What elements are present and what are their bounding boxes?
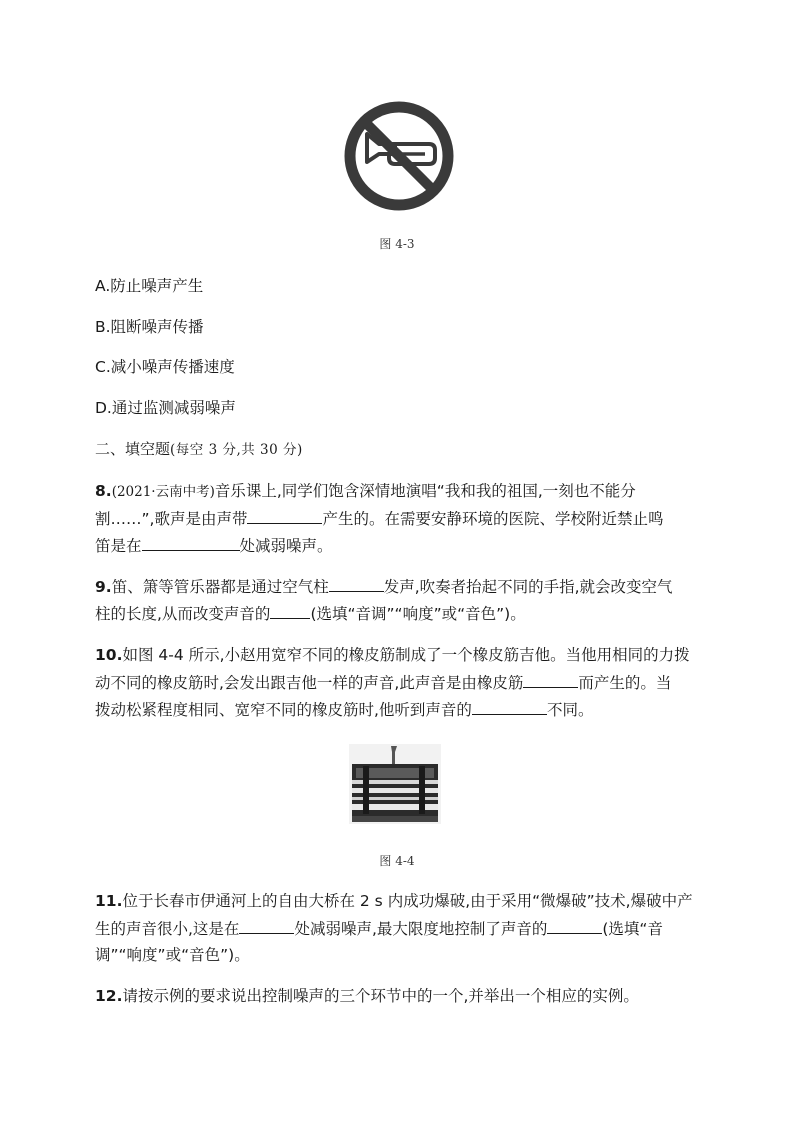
question-text: 如图 4-4 所示,小赵用宽窄不同的橡皮筋制成了一个橡皮筋吉他。当他用相同的力拨 [122,646,690,664]
answer-blank[interactable] [329,576,384,592]
answer-blank[interactable] [523,672,578,688]
question-8-line-3 [95,535,333,556]
question-11-line-1 [95,891,693,911]
question-8-line-1 [95,481,636,502]
answer-blank[interactable] [142,535,240,551]
option-a: A.防止噪声产生 [95,277,204,295]
question-11-line-3 [95,945,250,965]
question-text: 发声,吹奏者抬起不同的手指,就会改变空气 [383,578,673,596]
question-text: 笛、箫等管乐器都是通过空气柱 [111,578,329,596]
question-text: 处减弱噪声,最大限度地控制了声音的 [294,920,548,938]
question-9-line-1 [95,576,673,597]
question-10-line-2 [95,672,671,693]
figure-caption: 图 4-3 [379,237,415,251]
figure-caption: 图 4-4 [379,854,415,868]
section-points: (每空 3 分,共 30 分) [170,442,303,458]
question-12-line-1 [95,986,639,1006]
question-text: 动不同的橡皮筋时,会发出跟吉他一样的声音,此声音是由橡皮筋 [95,674,524,692]
question-number: 12. [95,987,123,1005]
option-b: B.阻断噪声传播 [95,318,204,336]
question-text: 生的声音很小,这是在 [95,920,240,938]
answer-blank[interactable] [547,918,602,934]
question-text: (选填“音 [602,920,663,938]
question-text: 音乐课上,同学们饱含深情地演唱“我和我的祖国,一刻也不能分 [214,482,636,500]
question-text: 位于长春市伊通河上的自由大桥在 2 s 内成功爆破,由于采用“微爆破”技术,爆破中产 [122,892,693,910]
question-text: 处减弱噪声。 [239,537,333,555]
section-heading [95,439,303,460]
rubber-band-guitar-figure [349,744,441,824]
answer-blank[interactable] [239,918,294,934]
question-text: 柱的长度,从而改变声音的 [95,605,271,623]
question-text: 而产生的。当 [578,674,672,692]
section-title: 二、填空题 [95,440,171,458]
question-text: 拨动松紧程度相同、宽窄不同的橡皮筋时,他听到声音的 [95,701,472,719]
no-horn-icon [343,100,455,212]
option-d: D.通过监测减弱噪声 [95,399,236,417]
question-text: 不同。 [546,701,594,719]
question-9-line-2 [95,603,526,624]
question-11-line-2 [95,918,663,939]
question-text: 笛是在 [95,537,142,555]
question-text: 调”“响度”或“音色”)。 [95,946,250,964]
question-number: 10. [95,646,123,664]
question-number: 9. [95,578,112,596]
option-c: C.减小噪声传播速度 [95,358,235,376]
question-text: (选填“音调”“响度”或“音色”)。 [310,605,526,623]
question-number: 8. [95,482,112,500]
question-text: 请按示例的要求说出控制噪声的三个环节中的一个,并举出一个相应的实例。 [122,987,639,1005]
answer-blank[interactable] [247,508,322,524]
question-text: 产生的。在需要安静环境的医院、学校附近禁止鸣 [322,510,664,528]
answer-blank[interactable] [270,603,310,619]
question-text: 割……”,歌声是由声带 [95,510,248,528]
rubber-band-guitar-icon [349,744,441,824]
question-8-line-2 [95,508,663,529]
question-10-line-1 [95,645,690,665]
question-10-line-3 [95,699,593,720]
question-source: (2021·云南中考) [111,484,215,500]
no-horn-sign-figure [343,100,455,212]
answer-blank[interactable] [472,699,547,715]
question-number: 11. [95,892,123,910]
